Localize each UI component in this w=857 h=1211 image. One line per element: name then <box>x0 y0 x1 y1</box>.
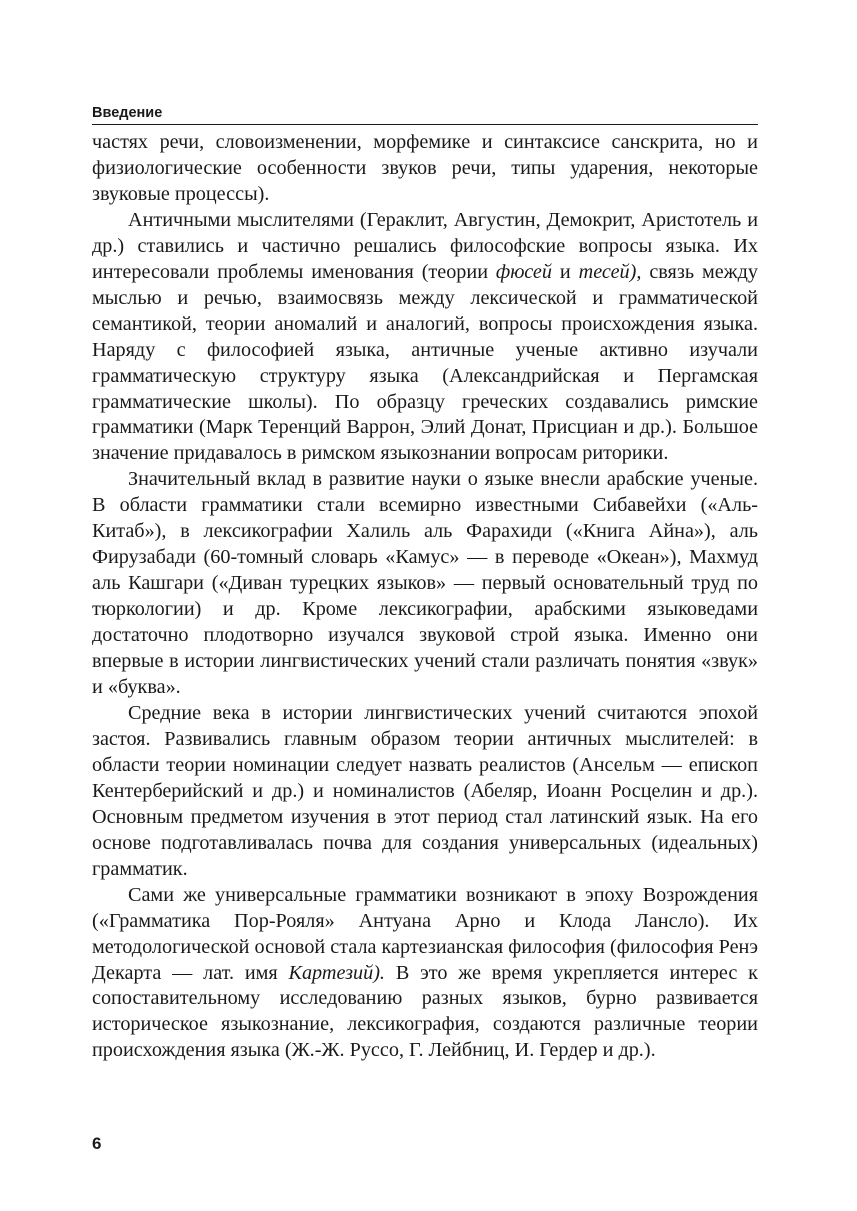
paragraph-antiquity <box>92 208 758 468</box>
paragraph-text: Средние века в истории лингвистических учений считаются эпохой застоя. Развивались главным образом теории античных мыслителей: в области теории номинации следует назвать реалистов (Ансельм — епископ Кентерберийский и др.) и номиналистов (Абеляр, Иоанн Росцелин и др.). Основным предметом изучения в этот период стал латинский язык. На его основе подготавливалась почва для создания универсальных (идеальных) грамматик. <box>92 701 758 880</box>
paragraph-middle-ages <box>92 701 758 883</box>
italic-term: тесей), <box>578 260 642 283</box>
italic-term: фюсей <box>495 260 552 283</box>
paragraph-text: Античными мыслителями (Гераклит, Августин, Демокрит, Аристотель и др.) ставились и частично решались философские вопросы языка. Их интересовали проблемы именования (теории <box>92 208 758 283</box>
paragraph-text: и <box>551 260 579 283</box>
body-text <box>92 130 758 1064</box>
paragraph-text: В это же время укрепляется интерес к сопоставительному исследованию разных языков, бурно развивается историческое языкознание, лексикография, создаются различные теории происхождения языка (Ж.-Ж. Руссо, Г. Лейбниц, И. Гердер и др.). <box>92 961 758 1062</box>
italic-term: Картезий). <box>288 961 385 984</box>
paragraph-continued <box>92 130 758 208</box>
paragraph-arabic-scholars <box>92 467 758 701</box>
paragraph-text: частях речи, словоизменении, морфемике и синтаксисе санскрита, но и физиологические особенности звуков речи, типы ударения, некоторые звуковые процессы). <box>92 131 758 205</box>
running-head <box>92 104 758 125</box>
paragraph-text: Значительный вклад в развитие науки о языке внесли арабские ученые. В области грамматики стали всемирно известными Сибавейхи («Аль-Китаб»), в лексикографии Халиль аль Фарахиди («Книга Айна»), аль Фирузабади (60-томный словарь «Камус» — в переводе «Океан»), Махмуд аль Кашгари («Диван турецких языков» — первый основательный труд по тюркологии) и др. Кроме лексикографии, арабскими языковедами достаточно плодотворно изучался звуковой строй языка. Именно они впервые в истории лингвистических учений стали различать понятия «звук» и «буква». <box>92 468 758 699</box>
paragraph-text: связь между мыслью и речью, взаимосвязь между лексической и грамматической семантикой, теории аномалий и аналогий, вопросы происхождения языка. Наряду с философией языка, античные ученые активно изучали грамматическую структуру языка (Александрийская и Пергамская грамматические школы). По образцу греческих создавались римские грамматики (Марк Теренций Варрон, Элий Донат, Присциан и др.). Большое значение придавалось в римском языкознании вопросам риторики. <box>92 260 758 465</box>
section-title: Введение <box>92 105 163 121</box>
page-number: 6 <box>92 1134 102 1153</box>
paragraph-text: Сами же универсальные грамматики возникают в эпоху Возрождения («Грамматика Пор-Рояля» Антуана Арно и Клода Лансло). Их методологической основой стала картезианская философия (философия Ренэ Декарта — лат. имя <box>92 883 758 984</box>
paragraph-renaissance <box>92 883 758 1065</box>
